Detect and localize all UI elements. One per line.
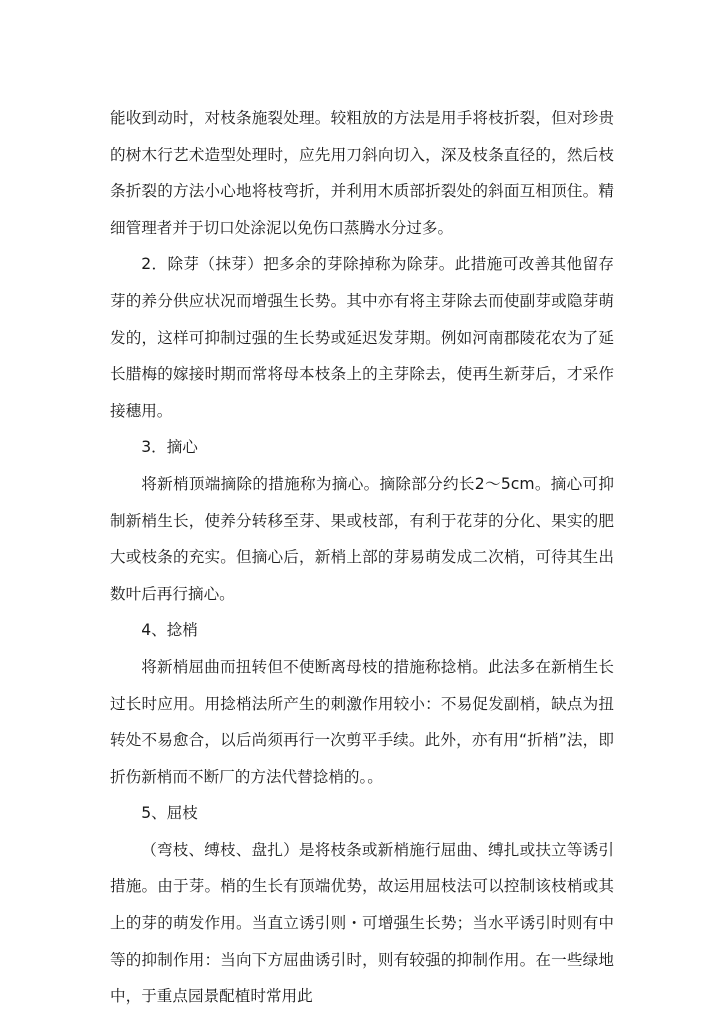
section-heading-bending: 5、屈枝 (141, 804, 198, 823)
paragraph-continuation: 能收到动时，对枝条施裂处理。较粗放的方法是用手将枝折裂，但对珍贵的树木行艺术造型处理时，应先用刀斜向切入，深及枝条直径的，然后枝条折裂的方法小心地将枝弯折，并利用木质部折裂处的斜面互相顶住。精细管理者并于切口处涂泥以免伤口蒸腾水分过多。 (110, 109, 614, 237)
paragraph-bud-removal: 2．除芽（抹芽）把多余的芽除掉称为除芽。此措施可改善其他留存芽的养分供应状况而增强生长势。其中亦有将主芽除去而使副芽或隐芽萌发的，这样可抑制过强的生长势或延迟发芽期。例如河南郡陵花农为了延长腊梅的嫁接时期而常将母本枝条上的主芽除去，使再生新芽后，才采作接穗用。 (110, 255, 614, 420)
section-heading-pinching: 3．摘心 (141, 438, 198, 457)
document-page (110, 100, 614, 1015)
paragraph-pinching: 将新梢顶端摘除的措施称为摘心。摘除部分约长2～5cm。摘心可抑制新梢生长，使养分转移至芽、果或枝部，有利于花芽的分化、果实的肥大或枝条的充实。但摘心后，新梢上部的芽易萌发成二次梢，可待其生出数叶后再行摘心。 (110, 474, 614, 603)
paragraph-bending: （弯枝、缚枝、盘扎）是将枝条或新梢施行屈曲、缚扎或扶立等诱引措施。由于芽。梢的生长有顶端优势，故运用屈枝法可以控制该枝梢或其上的芽的萌发作用。当直立诱引则・可增强生长势；当水平诱引时则有中等的抑制作用：当向下方屈曲诱引时，则有较强的抑制作用。在一些绿地中，于重点园景配植时常用此 (110, 840, 614, 1006)
paragraph-twisting: 将新梢屈曲而扭转但不使断离母枝的措施称捻梢。此法多在新梢生长过长时应用。用捻梢法所产生的刺激作用较小：不易促发副梢，缺点为扭转处不易愈合，以后尚须再行一次剪平手续。此外，亦有用“折梢”法，即折伤新梢而不断厂的方法代替捻梢的。。 (110, 657, 614, 786)
section-heading-twisting: 4、捻梢 (141, 621, 198, 640)
